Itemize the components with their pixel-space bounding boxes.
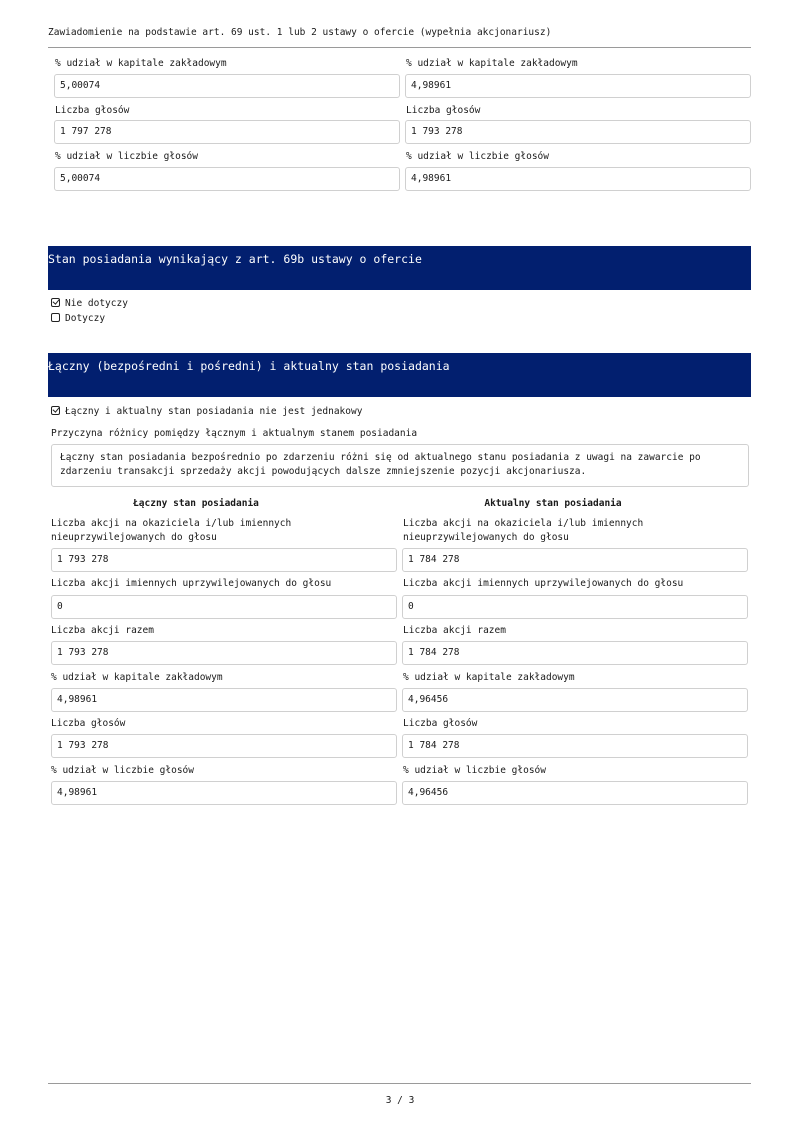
right-label-1b: nieuprzywilejowanych do głosu xyxy=(403,532,569,543)
right-field-2[interactable]: 0 xyxy=(402,595,748,619)
left-field-1[interactable]: 1 793 278 xyxy=(51,548,397,572)
section-69b-title: Stan posiadania wynikający z art. 69b ustawy o ofercie xyxy=(48,252,422,266)
reason-textarea[interactable]: Łączny stan posiadania bezpośrednio po zdarzeniu różni się od aktualnego stanu posiadania z uwagi na zawarcie po zdarzeniu transakcji sprzedaży akcji powodujących dalsze zmniejszenie pozycji akcjonariusza. xyxy=(51,444,749,487)
option-not-applicable[interactable] xyxy=(51,298,128,309)
right-field-1[interactable]: 1 784 278 xyxy=(402,548,748,572)
left-label-1b: nieuprzywilejowanych do głosu xyxy=(51,532,217,543)
left-label-5: Liczba głosów xyxy=(51,718,126,729)
top-left-label-2: Liczba głosów xyxy=(55,105,130,116)
header-divider xyxy=(48,47,751,48)
left-column-heading: Łączny stan posiadania xyxy=(133,498,259,509)
right-label-4: % udział w kapitale zakładowym xyxy=(403,672,575,683)
checkbox-unchecked-icon[interactable] xyxy=(51,313,60,322)
right-field-4[interactable]: 4,96456 xyxy=(402,688,748,712)
total-not-equal-checkbox[interactable] xyxy=(51,406,362,417)
top-right-field-1[interactable]: 4,98961 xyxy=(405,74,751,98)
left-label-2: Liczba akcji imiennych uprzywilejowanych do głosu xyxy=(51,578,332,589)
left-label-6: % udział w liczbie głosów xyxy=(51,765,194,776)
section-69b-banner xyxy=(48,246,751,290)
left-field-4[interactable]: 4,98961 xyxy=(51,688,397,712)
top-left-field-1[interactable]: 5,00074 xyxy=(54,74,400,98)
total-not-equal-label: Łączny i aktualny stan posiadania nie jest jednakowy xyxy=(65,406,363,417)
page-number: 3 / 3 xyxy=(385,1095,415,1106)
form-notice-title: Zawiadomienie na podstawie art. 69 ust. 1 lub 2 ustawy o ofercie (wypełnia akcjonariusz) xyxy=(48,27,552,38)
top-right-field-3[interactable]: 4,98961 xyxy=(405,167,751,191)
section-total-title: Łączny (bezpośredni i pośredni) i aktualny stan posiadania xyxy=(48,359,450,373)
left-field-5[interactable]: 1 793 278 xyxy=(51,734,397,758)
reason-label: Przyczyna różnicy pomiędzy łącznym i aktualnym stanem posiadania xyxy=(51,428,418,439)
right-label-1a: Liczba akcji na okaziciela i/lub imiennych xyxy=(403,518,644,529)
right-label-5: Liczba głosów xyxy=(403,718,478,729)
left-label-1a: Liczba akcji na okaziciela i/lub imiennych xyxy=(51,518,292,529)
checkbox-checked-icon[interactable] xyxy=(51,406,60,415)
option-applicable-label: Dotyczy xyxy=(65,313,106,324)
right-field-5[interactable]: 1 784 278 xyxy=(402,734,748,758)
top-right-field-2[interactable]: 1 793 278 xyxy=(405,120,751,144)
right-label-6: % udział w liczbie głosów xyxy=(403,765,546,776)
top-left-field-2[interactable]: 1 797 278 xyxy=(54,120,400,144)
checkbox-checked-icon[interactable] xyxy=(51,298,60,307)
left-field-2[interactable]: 0 xyxy=(51,595,397,619)
section-total-banner xyxy=(48,353,751,397)
right-field-3[interactable]: 1 784 278 xyxy=(402,641,748,665)
top-right-label-3: % udział w liczbie głosów xyxy=(406,151,549,162)
footer-divider xyxy=(48,1083,751,1084)
left-label-3: Liczba akcji razem xyxy=(51,625,154,636)
left-field-6[interactable]: 4,98961 xyxy=(51,781,397,805)
right-field-6[interactable]: 4,96456 xyxy=(402,781,748,805)
right-label-2: Liczba akcji imiennych uprzywilejowanych do głosu xyxy=(403,578,684,589)
left-field-3[interactable]: 1 793 278 xyxy=(51,641,397,665)
top-left-label-3: % udział w liczbie głosów xyxy=(55,151,198,162)
option-not-applicable-label: Nie dotyczy xyxy=(65,298,128,309)
right-label-3: Liczba akcji razem xyxy=(403,625,506,636)
right-column-heading: Aktualny stan posiadania xyxy=(484,498,622,509)
top-left-label-1: % udział w kapitale zakładowym xyxy=(55,58,227,69)
left-label-4: % udział w kapitale zakładowym xyxy=(51,672,223,683)
option-applicable[interactable] xyxy=(51,313,105,324)
top-right-label-1: % udział w kapitale zakładowym xyxy=(406,58,578,69)
top-right-label-2: Liczba głosów xyxy=(406,105,481,116)
top-left-field-3[interactable]: 5,00074 xyxy=(54,167,400,191)
